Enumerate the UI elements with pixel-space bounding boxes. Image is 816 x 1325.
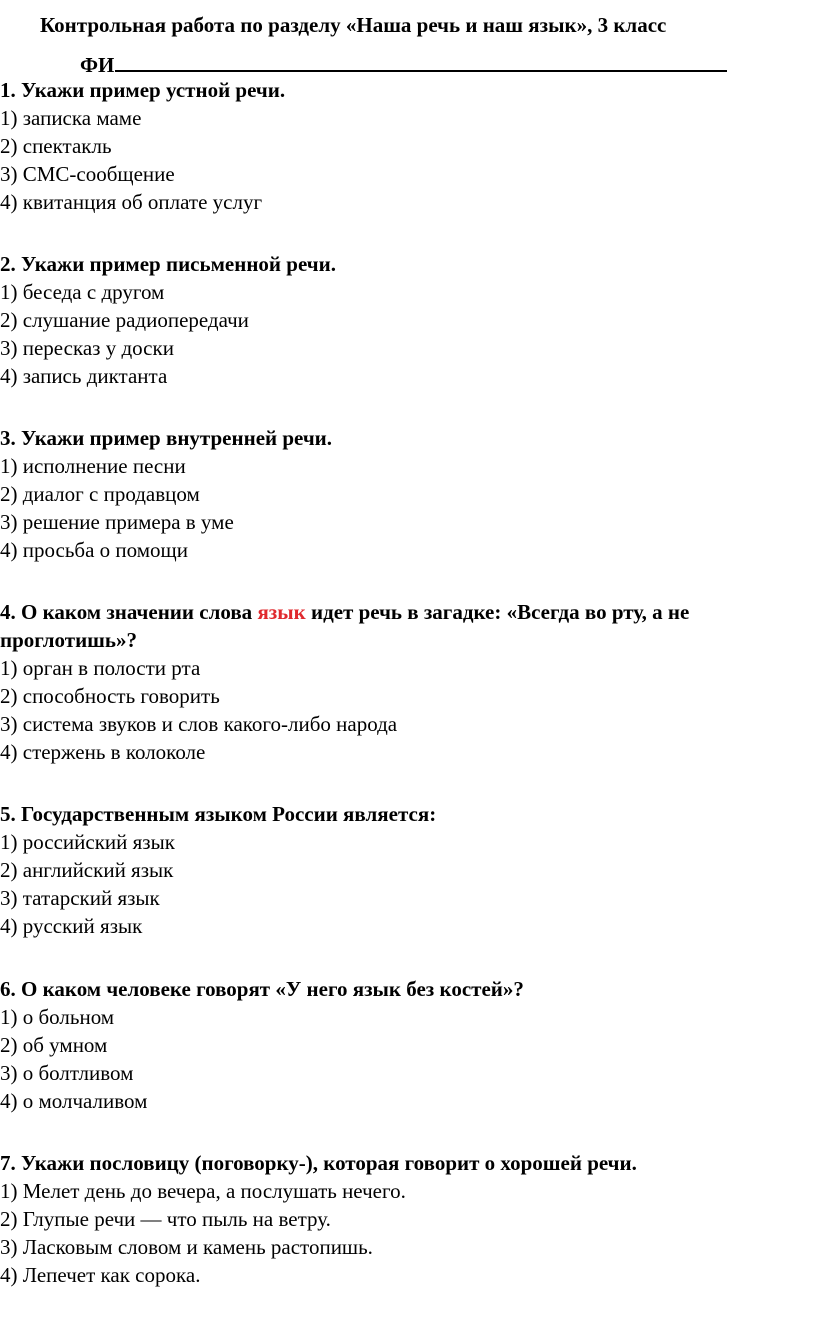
question-4-text-end: идет речь в загадке: «Всегда во рту, а не проглотишь»?: [0, 600, 690, 652]
question-4-option-4: 4) стержень в колоколе: [0, 740, 206, 764]
question-3: [0, 424, 816, 564]
question-3-option-4: 4) просьба о помощи: [0, 538, 188, 562]
document-title: Контрольная работа по разделу «Наша речь и наш язык», 3 класс: [40, 13, 667, 37]
question-7-option-2: 2) Глупые речи — что пыль на ветру.: [0, 1207, 331, 1231]
question-7-option-4: 4) Лепечет как сорока.: [0, 1263, 201, 1287]
question-3-option-3: 3) решение примера в уме: [0, 510, 234, 534]
question-2-option-4: 4) запись диктанта: [0, 364, 168, 388]
question-5-text: 5. Государственным языком России является:: [0, 802, 437, 826]
question-6: [0, 975, 816, 1115]
question-5-option-4: 4) русский язык: [0, 914, 143, 938]
question-7-text: 7. Укажи пословицу (поговорку-), которая говорит о хорошей речи.: [0, 1151, 637, 1175]
question-1: [0, 76, 816, 216]
question-3-option-2: 2) диалог с продавцом: [0, 482, 200, 506]
question-5-option-2: 2) английский язык: [0, 858, 174, 882]
question-6-text: 6. О каком человеке говорят «У него язык без костей»?: [0, 977, 524, 1001]
question-1-option-4: 4) квитанция об оплате услуг: [0, 190, 263, 214]
question-7-option-3: 3) Ласковым словом и камень растопишь.: [0, 1235, 373, 1259]
question-1-option-1: 1) записка маме: [0, 106, 142, 130]
question-3-text: 3. Укажи пример внутренней речи.: [0, 426, 333, 450]
question-1-option-3: 3) СМС-сообщение: [0, 162, 175, 186]
question-4-option-3: 3) система звуков и слов какого-либо народа: [0, 712, 398, 736]
question-6-option-1: 1) о больном: [0, 1005, 115, 1029]
question-5-option-1: 1) российский язык: [0, 830, 175, 854]
question-7-option-1: 1) Мелет день до вечера, а послушать нечего.: [0, 1179, 406, 1203]
question-4-option-2: 2) способность говорить: [0, 684, 220, 708]
question-4-option-1: 1) орган в полости рта: [0, 656, 201, 680]
question-4-text-start: 4. О каком значении слова: [0, 600, 258, 624]
question-5-option-3: 3) татарский язык: [0, 886, 160, 910]
question-4-text: [0, 598, 816, 654]
question-3-option-1: 1) исполнение песни: [0, 454, 186, 478]
name-field-label: ФИ: [80, 53, 115, 77]
question-6-option-4: 4) о молчаливом: [0, 1089, 148, 1113]
question-2-option-1: 1) беседа с другом: [0, 280, 165, 304]
question-4: [0, 598, 816, 766]
question-2-text: 2. Укажи пример письменной речи.: [0, 252, 336, 276]
question-1-option-2: 2) спектакль: [0, 134, 112, 158]
question-6-option-2: 2) об умном: [0, 1033, 108, 1057]
question-2-option-3: 3) пересказ у доски: [0, 336, 174, 360]
question-4-highlighted-word: язык: [257, 600, 306, 624]
question-6-option-3: 3) о болтливом: [0, 1061, 134, 1085]
question-2-option-2: 2) слушание радиопередачи: [0, 308, 249, 332]
question-1-text: 1. Укажи пример устной речи.: [0, 78, 286, 102]
question-7: [0, 1149, 816, 1289]
name-field-blank[interactable]: [115, 48, 727, 72]
question-5: [0, 800, 816, 940]
question-2: [0, 250, 816, 390]
